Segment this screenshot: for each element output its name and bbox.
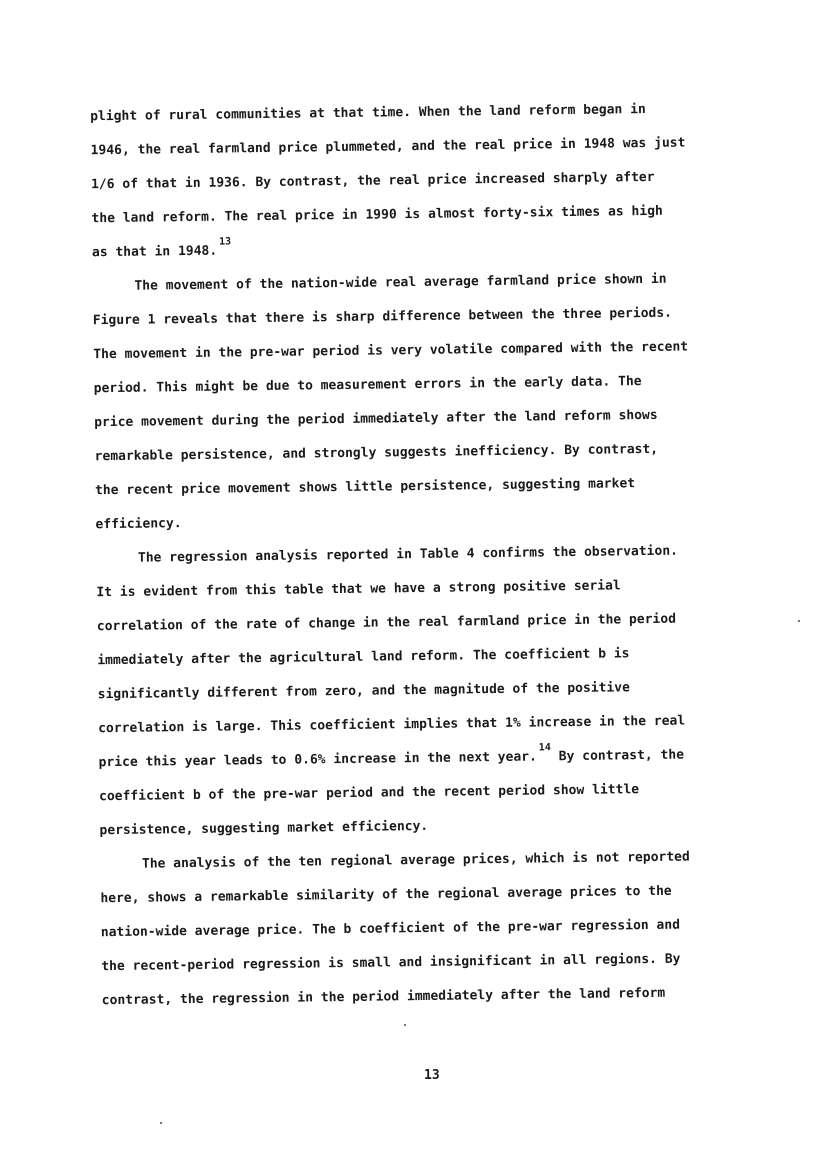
body-line: the recent price movement shows little persistence, suggesting market [94, 476, 636, 499]
scan-speck [798, 620, 800, 622]
body-text: By contrast, the [558, 747, 685, 765]
body-line: coefficient b of the pre-war period and the recent period show little [98, 782, 640, 805]
scan-speck [404, 1024, 406, 1026]
page-number: 13 [424, 1068, 440, 1083]
body-line: The regression analysis reported in Table 4 confirms the observation. [137, 543, 679, 566]
footnote-marker: 14 [538, 742, 551, 754]
body-line: The analysis of the ten regional average prices, which is not reported [141, 849, 690, 872]
body-line: remarkable persistence, and strongly suggests inefficiency. By contrast, [94, 441, 659, 465]
body-line: The movement in the pre-war period is very volatile compared with the recent [93, 339, 689, 363]
body-line: Figure 1 reveals that there is sharp difference between the three periods. [92, 305, 673, 329]
body-line: contrast, the regression in the period immediately after the land reform [101, 985, 666, 1009]
body-line: correlation of the rate of change in the real farmland price in the period [96, 611, 677, 635]
body-line-with-footnote [98, 742, 685, 774]
body-line: persistence, suggesting market efficiency. [99, 818, 429, 839]
body-line: plight of rural communities at that time. When the land reform began in [90, 102, 646, 125]
body-line: It is evident from this table that we have a strong positive serial [96, 578, 621, 601]
body-line: 1946, the real farmland price plummeted, and the real price in 1948 was just [90, 135, 686, 159]
body-line: the land reform. The real price in 1990 is almost forty-six times as high [91, 203, 663, 227]
footnote-marker: 13 [218, 236, 232, 248]
body-line: here, shows a remarkable similarity of the regional average prices to the [100, 883, 672, 907]
body-line: correlation is large. This coefficient implies that 1% increase in the real [98, 713, 686, 737]
body-line: period. This might be due to measurement errors in the early data. The [93, 374, 642, 397]
body-text: price this year leads to 0.6% increase in the next year. [98, 749, 537, 771]
body-line: nation-wide average price. The b coefficient of the pre-war regression and [100, 917, 681, 941]
body-line: 1/6 of that in 1936. By contrast, the real price increased sharply after [90, 169, 655, 193]
body-line: the recent-period regression is small and insignificant in all regions. By [101, 951, 681, 975]
scan-speck [160, 1122, 162, 1124]
body-line: immediately after the agricultural land reform. The coefficient b is [97, 646, 630, 669]
body-line-with-footnote [91, 236, 232, 263]
body-line: The movement of the nation-wide real average farmland price shown in [134, 271, 667, 294]
body-line: price movement during the period immediately after the land reform shows [94, 407, 658, 431]
body-line: significantly different from zero, and the magnitude of the positive [97, 680, 631, 703]
body-line: efficiency. [95, 516, 182, 533]
body-text: as that in 1948. [91, 243, 218, 261]
